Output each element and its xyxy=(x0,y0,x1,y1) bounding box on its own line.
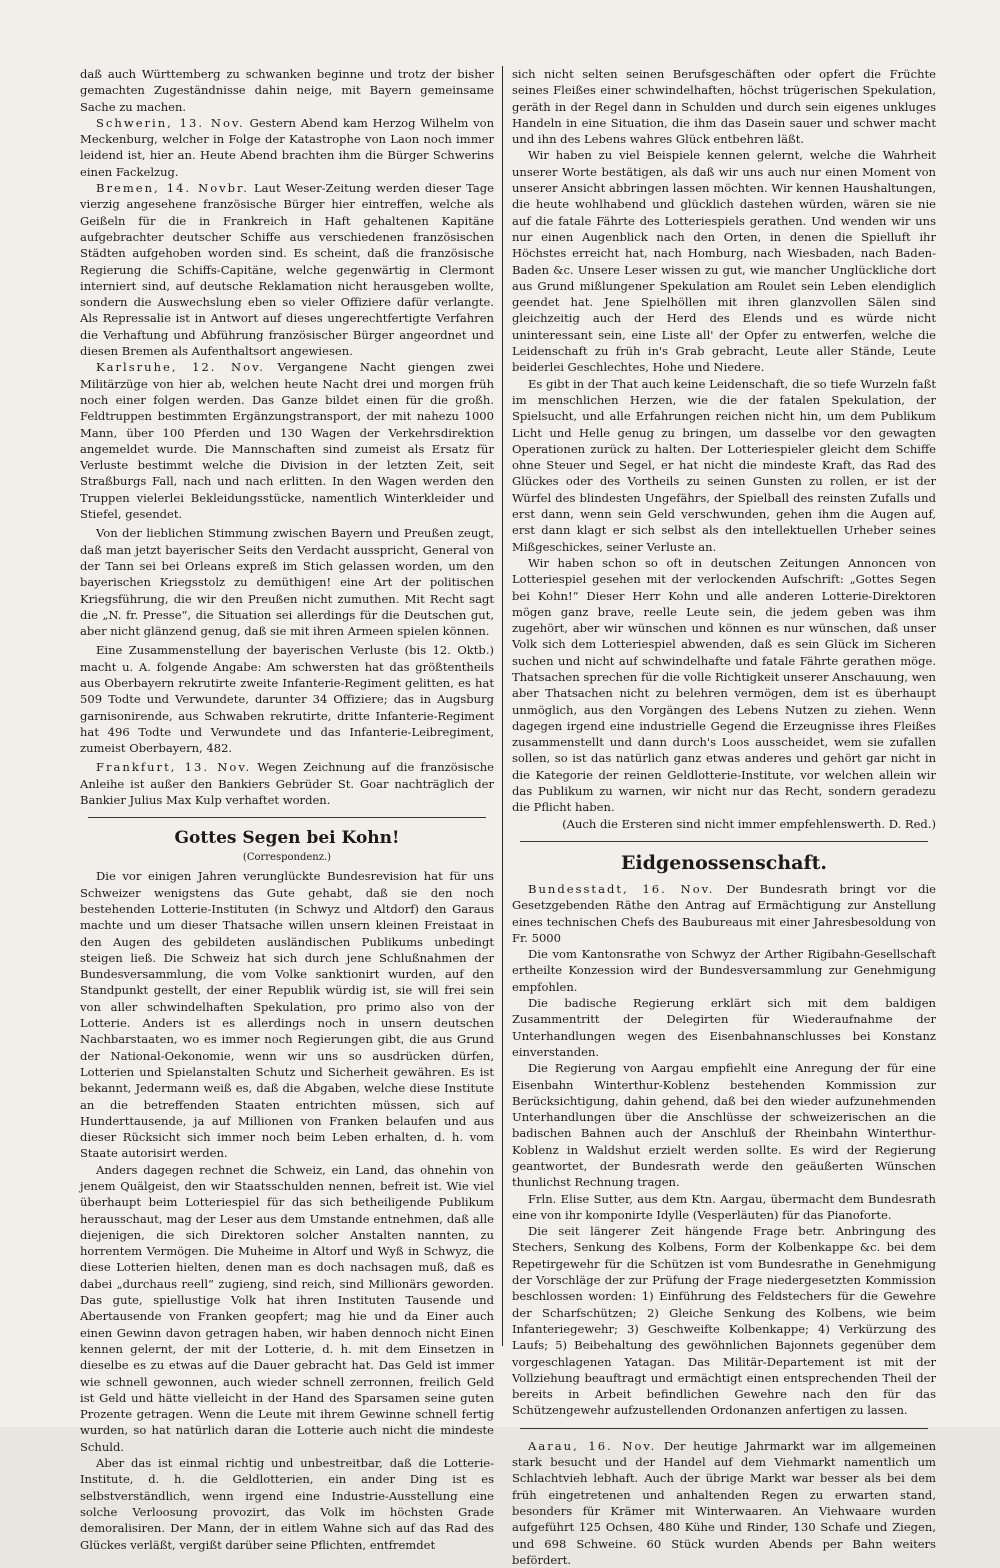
article-paragraph: Aarau, 16. Nov. Der heutige Jahrmarkt war im allgemeinen stark besucht und der Handel auf dem Viehmarkt namentlich um Schlachtvieh lebhaft. Auch der übrige Markt war besser als bei dem früh eingetretenen und anhaltenden Regen zu erwarten stand, besonders für Krämer mit Winterwaaren. An Viehwaare wurden aufgeführt 125 Ochsen, 480 Kühe und Rinder, 130 Schafe und Ziegen, und 698 Schweine. 60 Stück wurden Abends per Bahn weiters befördert. xyxy=(512,1438,936,1567)
article-paragraph: Es gibt in der That auch keine Leidenschaft, die so tiefe Wurzeln faßt im menschlichen Herzen, wie die der fatalen Spekulation, der Spielsucht, und alle Erfahrungen reichen nicht hin, um dem Publikum Licht und Helle genug zu bringen, um dasselbe vor den gewagten Operationen zurück zu halten. Der Lotteriespieler gleicht dem Schiffe ohne Steuer und Segel, er hat nicht die mindeste Kraft, das Rad des Glückes oder des Vortheils zu seinen Gunsten zu rollen, er ist der Würfel des blindesten Ungefährs, der Spielball des reinsten Zufalls und erst dann, wenn sein Geld verschwunden, gehen ihm die Augen auf, erst dann klagt er sich selbst als den intellektuellen Urheber seines Mißgeschickes, seiner Verluste an. xyxy=(512,376,936,554)
dateline: Karlsruhe, 12. Nov. xyxy=(96,360,265,375)
article-paragraph: Die badische Regierung erklärt sich mit dem baldigen Zusammentritt der Delegirten für Wiederaufnahme der Unterhandlungen wegen des Eisenbahnanschlusses bei Konstanz einverstanden. xyxy=(512,996,936,1059)
section-separator xyxy=(520,841,928,842)
article-paragraph: Frln. Elise Sutter, aus dem Ktn. Aargau, übermacht dem Bundesrath eine von ihr komponirte Idylle (Vesperläuten) für das Pianoforte. xyxy=(512,1191,936,1222)
article-subheading: (Correspondenz.) xyxy=(242,852,332,864)
article-paragraph: Bremen, 14. Novbr. Laut Weser-Zeitung werden dieser Tage vierzig angesehene französische Bürger hier eintreffen, welche als Geißeln für die in Frankreich in Haft gehaltenen Kapitäne aufgebrachter deutscher Schiffe aus verschiedenen französischen Städten aufgehoben worden sind. Es scheint, daß die französische Regierung die Schiffs-Capitäne, welche gegenwärtig in Clermont interniert sind, auf deutsche Reklamation nicht herausgeben wollte, sondern die Auswechslung eben so vieler Offiziere dafür verlangte. Als Repressalie ist in Antwort auf dieses ungerechtfertigte Verfahren die Verhaftung und Abführung französischer Bürger angeordnet und diesen Bremen als Aufenthaltsort angewiesen. xyxy=(80,181,495,359)
dateline: Frankfurt, 13. Nov. xyxy=(96,760,252,775)
article-paragraph: Bundesstadt, 16. Nov. Der Bundesrath bringt vor die Gesetzgebenden Räthe den Antrag auf Ermächtigung zur Anstellung eines technischen Chefs des Baubureaus mit einer Jahresbesoldung von Fr. 5000 xyxy=(512,881,937,945)
article-paragraph: Die vom Kantonsrathe von Schwyz der Arther Rigibahn-Gesellschaft ertheilte Konzession wird der Bundesversammlung zur Genehmigung empfohlen. xyxy=(512,947,936,994)
dateline: Aarau, 16. Nov. xyxy=(528,1438,657,1453)
article-paragraph: Frankfurt, 13. Nov. Wegen Zeichnung auf die französische Anleihe ist außer den Bankiers Gebrüder St. Goar nachträglich der Bankier Julius Max Kulp verhaftet worden. xyxy=(80,760,494,808)
article-paragraph: Wir haben schon so oft in deutschen Zeitungen Annoncen von Lotteriespiel gesehen mit der verlockenden Aufschrift: „Gottes Segen bei Kohn!“ Dieser Herr Kohn und alle anderen Lotterie-Direktoren mögen ganz brave, reelle Leute sein, die jedem geben was ihm zugehört, aber wir wünschen und können es nur wünschen, daß unser Volk sich dem Lotteriespiel abwenden, daß es sein Glück im Sicheren suchen und nicht auf schwindelhafte und fatale Fährte gerathen möge. Thatsachen sprechen für die volle Richtigkeit unserer Anschauung, wen aber Thatsachen nicht zu belehren vermögen, dem ist es überhaupt unmöglich, aus den Vorgängen des Lebens Nutzen zu ziehen. Wenn dagegen irgend eine industrielle Gegend die Erzeugnisse ihres Fleißes zusammenstellt und dann durch's Loos ausscheidet, wem sie zufallen sollen, so ist das natürlich ganz etwas anderes und gehört gar nicht in die Kategorie der reinen Geldlotterie-Institute, vor welchen allein wir das Publikum zu warnen, wir nicht nur das Recht, sondern geradezu die Pflicht haben. xyxy=(512,555,936,815)
article-paragraph: Aber das ist einmal richtig und unbestreitbar, daß die Lotterie-Institute, d. h. die Geldlotterien, ein ander Ding ist es selbstverständlich, wenn irgend eine Industrie-Ausstellung eine solche Verloosung provozirt, das Volk im höchsten Grade demoralisiren. Der Mann, der in eitlem Wahne sich auf das Rad des Glückes verläßt, vergißt darüber seine Pflichten, entfremdet xyxy=(80,1456,494,1552)
section-heading: Eidgenossenschaft. xyxy=(620,851,828,874)
editor-note: (Auch die Ersteren sind nicht immer empfehlenswerth. D. Red.) xyxy=(562,816,936,831)
article-paragraph: Eine Zusammenstellung der bayerischen Verluste (bis 12. Oktb.) macht u. A. folgende Angabe: Am schwersten hat das größtentheils aus Oberbayern rekrutirte zweite Infanterie-Regiment gelitten, es hat 509 Todte und Verwundete, darunter 34 Offiziere; das in Augsburg garnisonirende, aus Schwaben rekrutirte, dritte Infanterie-Regiment hat 496 Todte und Verwundete und das Infanterie-Leibregiment, zumeist Oberbayern, 482. xyxy=(80,643,494,756)
column-divider xyxy=(502,66,503,1346)
article-paragraph: Anders dagegen rechnet die Schweiz, ein Land, das ohnehin von jenem Quälgeist, den wir Staatsschulden nennen, befreit ist. Wie viel überhaupt beim Lotteriespiel für das sich betheiligende Publikum herausschaut, mag der Leser aus dem Umstande entnehmen, daß alle diejenigen, die sich Direktoren solcher Anstalten nannten, zu horrentem Vermögen. Die Muheime in Altorf und Wyß in Schwyz, die diese Lotterien hielten, denen man es doch nachsagen muß, daß es dabei „durchaus reell“ zugieng, sind reich, sind Millionärs geworden. Das gute, spiellustige Volk hat ihren Instituten Tausende und Abertausende von Franken geopfert; mag hie und da Einer auch einen Gewinn davon getragen haben, wir haben dennoch nicht Einen kennen gelernt, der mit der Lotterie, d. h. mit dem Einsetzen in dieselbe es zu etwas auf die Dauer gebracht hat. Das Geld ist immer wie schnell gewonnen, auch wieder schnell zerronnen, freilich Geld ist Geld und hätte vielleicht in der Hand des Sparsamen seine guten Prozente getragen. Wenn die Leute mit ihrem Gewinne schnell fertig wurden, so hat natürlich daran die Lotterie auch nicht die mindeste Schuld. xyxy=(80,1162,494,1454)
article-paragraph: Die seit längerer Zeit hängende Frage betr. Anbringung des Stechers, Senkung des Kolbens, Form der Kolbenkappe &c. bei dem Repetirgewehr für die Schützen ist vom Bundesrathe in Genehmigung der Vorschläge der zur Prüfung der Frage niedergesetzten Kommission beschlossen worden: 1) Einführung des Feldstechers für die Gewehre der Scharfschützen; 2) Gleiche Senkung des Kolbens, wie beim Infanteriegewehr; 3) Geschweifte Kolbenkappe; 4) Verkürzung des Laufs; 5) Beibehaltung des gewöhnlichen Bajonnets gegenüber dem vorgeschlagenen Yatagan. Das Militär-Departement ist mit der Vollziehung beauftragt und ermächtigt einen entsprechenden Theil der bereits in Arbeit befindlichen Gewehre nach den für das Schützengewehr aufzustellenden Ordonanzen anfertigen zu lassen. xyxy=(512,1224,936,1418)
article-paragraph: Die Regierung von Aargau empfiehlt eine Anregung der für eine Eisenbahn Winterthur-Koblenz bestehenden Kommission zur Berücksichtigung, dahin gehend, daß bei den wieder aufzunehmenden Unterhandlungen über die Anschlüsse der schweizerischen an die badischen Bahnen auch der Anschluß der Rheinbahn Winterthur-Koblenz in Waldshut erzielt werden sollte. Es wird der Regierung geantwortet, der Bundesrath werde den geäußerten Wünschen thunlichst Rechnung tragen. xyxy=(512,1061,936,1190)
article-paragraph: Schwerin, 13. Nov. Gestern Abend kam Herzog Wilhelm von Meckenburg, welcher in Folge der Katastrophe von Laon noch immer leidend ist, hier an. Heute Abend brachten ihm die Bürger Schwerins einen Fackelzug. xyxy=(80,115,495,179)
dateline: Schwerin, 13. Nov. xyxy=(96,115,245,130)
article-paragraph: sich nicht selten seinen Berufsgeschäften oder opfert die Früchte seines Fleißes einer schwindelhaften, höchst trügerischen Spekulation, geräth in der Regel dann in Schulden und durch sein eigenes unkluges Handeln in eine Situation, die ihm das Dasein sauer und schwer macht und ihn des Lebens wahres Glück entbehren läßt. xyxy=(512,67,936,147)
article-paragraph: Von der lieblichen Stimmung zwischen Bayern und Preußen zeugt, daß man jetzt bayerischer Seits den Verdacht ausspricht, General von der Tann sei bei Orleans expreß im Stich gelassen worden, um den bayerischen Kriegsstolz zu demüthigen! eine Art der politischen Kriegsführung, die wir den Preußen nicht zumuthen. Mit Recht sagt die „N. fr. Presse“, die Situation sei allerdings für die Deutschen gut, aber nicht glänzend genug, daß sie mit ihren Armeen spielen können. xyxy=(80,526,494,639)
dateline: Bremen, 14. Novbr. xyxy=(96,181,249,196)
article-heading: Gottes Segen bei Kohn! xyxy=(174,828,400,849)
dateline: Bundesstadt, 16. Nov. xyxy=(528,881,715,896)
article-paragraph: Die vor einigen Jahren verunglückte Bundesrevision hat für uns Schweizer wenigstens das Gute gehabt, daß sie den noch bestehenden Lotterie-Instituten (in Schwyz und Altdorf) den Garaus machte und um dieser Thatsache willen unsern kleinen Freistaat in den Augen des gebildeten ausländischen Publikums unbedingt steigen ließ. Die Schweiz hat sich durch jene Schlußnahmen der Bundesversammlung, die vom Volke sanktionirt wurden, auf den Standpunkt gestellt, der einer Republik würdig ist, sie will frei sein von aller schwindelhaften Spekulation, pro primo also von der Lotterie. Anders ist es allerdings noch in unsern deutschen Nachbarstaaten, wo es immer noch Regierungen gibt, die aus Grund der National-Oekonomie, wenn wir uns so ausdrücken dürfen, Lotterien und Spielanstalten Schutz und Sicherheit gewähren. Es ist bekannt, Jedermann weiß es, daß die Abgaben, welche diese Institute an die betreffenden Staaten entrichten müssen, sich auf Hunderttausende, ja auf Millionen von Franken belaufen und aus dieser Rücksicht sich immer noch beim Leben erhalten, d. h. vom Staate autorisirt werden. xyxy=(80,869,494,1161)
right-column xyxy=(512,66,936,1568)
article-paragraph: Karlsruhe, 12. Nov. Vergangene Nacht giengen zwei Militärzüge von hier ab, welchen heute Nacht drei und morgen früh noch einer folgen werden. Das Ganze bildet einen für die großh. Feldtruppen bestimmten Ergänzungstransport, der mit nahezu 1000 Mann, über 100 Pferden und 130 Wagen der Verkehrsdirektion angemeldet wurde. Die Mannschaften sind zumeist als Ersatz für Verluste bestimmt welche die Division in der letzten Zeit, seit Straßburgs Fall, nach und nach erlitten. In den Wagen werden den Truppen vielerlei Bekleidungsstücke, namentlich Winterkleider und Stiefel, gesendet. xyxy=(80,360,494,522)
article-paragraph: Wir haben zu viel Beispiele kennen gelernt, welche die Wahrheit unserer Worte bestätigen, als daß wir uns auch nur einen Moment von unserer Ansicht abbringen lassen möchten. Wir kennen Haushaltungen, die heute wohlhabend und glücklich dastehen würden, wären sie nie auf die fatale Fährte des Lotteriespiels gerathen. Und wenden wir uns nur einen Augenblick nach den Orten, in denen die Spielluft ihr Höchstes erreicht hat, nach Homburg, nach Wiesbaden, nach Baden-Baden &c. Unsere Leser wissen zu gut, wie mancher Unglückliche dort aus Grund mißlungener Spekulation am Roulet sein Leben elendiglich geendet hat. Jene Spielhöllen mit ihren glanzvollen Sälen sind gleichzeitig auch der Herd des Elends und es würde nicht uninteressant sein, eine Liste all' der Opfer zu entwerfen, welche die Leidenschaft zu früh in's Grab gebracht, Leute aller Stände, Leute beiderlei Geschlechtes, Hohe und Niedere. xyxy=(512,148,936,375)
left-column xyxy=(80,66,494,1553)
section-separator xyxy=(88,817,486,818)
section-separator xyxy=(520,1428,928,1429)
article-paragraph: daß auch Württemberg zu schwanken beginne und trotz der bisher gemachten Zugeständnisse dahin neige, mit Bayern gemeinsame Sache zu machen. xyxy=(80,67,494,114)
